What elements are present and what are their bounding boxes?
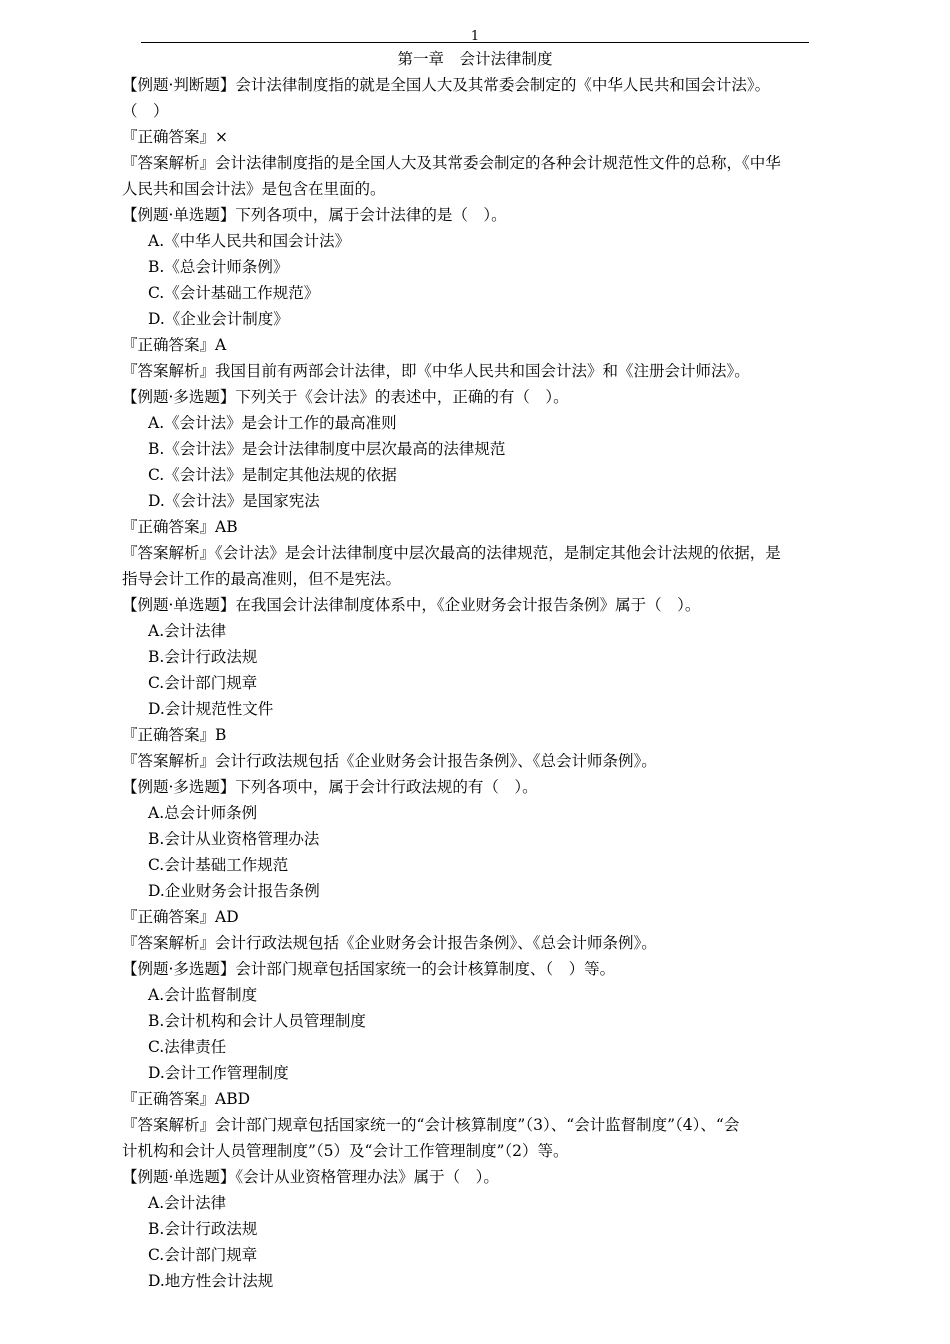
q4-analysis-line-1: 『答案解析』会计行政法规包括《企业财务会计报告条例》、《总会计师条例》。: [122, 752, 657, 770]
q6-option-b: B.会计机构和会计人员管理制度: [148, 1012, 366, 1030]
q4-option-b: B.会计行政法规: [148, 648, 258, 666]
q6-analysis-line-2: 计机构和会计人员管理制度”（5）及“会计工作管理制度”（2）等。: [122, 1142, 569, 1160]
q1-stem: 【例题·判断题】会计法律制度指的就是全国人大及其常委会制定的《中华人民共和国会计法》。: [122, 76, 771, 94]
q2-option-d: D.《企业会计制度》: [148, 310, 289, 328]
q3-analysis-line-2: 指导会计工作的最高准则，但不是宪法。: [122, 570, 402, 588]
q1-analysis-line-2: 人民共和国会计法》是包含在里面的。: [122, 180, 386, 198]
q7-option-d: D.地方性会计法规: [148, 1272, 274, 1290]
q2-option-b: B.《总会计师条例》: [148, 258, 289, 276]
q4-option-d: D.会计规范性文件: [148, 700, 274, 718]
q4-stem: 【例题·单选题】在我国会计法律制度体系中，《企业财务会计报告条例》属于（ ）。: [122, 596, 701, 614]
q7-option-c: C.会计部门规章: [148, 1246, 258, 1264]
q3-stem: 【例题·多选题】下列关于《会计法》的表述中，正确的有（ ）。: [122, 388, 569, 406]
q5-option-b: B.会计从业资格管理办法: [148, 830, 320, 848]
q6-option-c: C.法律责任: [148, 1038, 227, 1056]
q6-option-d: D.会计工作管理制度: [148, 1064, 289, 1082]
q2-option-a: A.《中华人民共和国会计法》: [148, 232, 351, 250]
q3-analysis-line-1: 『答案解析』《会计法》是会计法律制度中层次最高的法律规范，是制定其他会计法规的依据，是: [122, 544, 781, 562]
q3-answer: 『正确答案』AB: [122, 518, 238, 536]
q3-option-a: A.《会计法》是会计工作的最高准则: [148, 414, 397, 432]
q4-option-c: C.会计部门规章: [148, 674, 258, 692]
q5-analysis-line-1: 『答案解析』会计行政法规包括《企业财务会计报告条例》、《总会计师条例》。: [122, 934, 657, 952]
q3-option-c: C.《会计法》是制定其他法规的依据: [148, 466, 397, 484]
page-number: 1: [470, 29, 480, 44]
q3-option-d: D.《会计法》是国家宪法: [148, 492, 320, 510]
q6-answer: 『正确答案』ABD: [122, 1090, 251, 1108]
document-body: [122, 72, 838, 1294]
q6-analysis-line-1: 『答案解析』会计部门规章包括国家统一的“会计核算制度”（3）、“会计监督制度”（4）、“会: [122, 1116, 740, 1134]
q4-option-a: A.会计法律: [148, 622, 227, 640]
q5-option-d: D.企业财务会计报告条例: [148, 882, 320, 900]
q4-answer: 『正确答案』B: [122, 726, 227, 744]
q1-analysis-line-1: 『答案解析』会计法律制度指的是全国人大及其常委会制定的各种会计规范性文件的总称，《中华: [122, 154, 781, 172]
q1-blank-paren: （ ）: [122, 102, 169, 120]
q7-option-a: A.会计法律: [148, 1194, 227, 1212]
q5-stem: 【例题·多选题】下列各项中，属于会计行政法规的有（ ）。: [122, 778, 538, 796]
q1-answer: 『正确答案』×: [122, 128, 228, 146]
q2-analysis-line-1: 『答案解析』我国目前有两部会计法律，即《中华人民共和国会计法》和《注册会计师法》。: [122, 362, 750, 380]
q2-option-c: C.《会计基础工作规范》: [148, 284, 320, 302]
q7-stem: 【例题·单选题】《会计从业资格管理办法》属于（ ）。: [122, 1168, 499, 1186]
chapter-title: 第一章 会计法律制度: [397, 50, 553, 68]
q5-option-c: C.会计基础工作规范: [148, 856, 289, 874]
q5-option-a: A.总会计师条例: [148, 804, 258, 822]
q6-stem: 【例题·多选题】会计部门规章包括国家统一的会计核算制度、（ ）等。: [122, 960, 616, 978]
q3-option-b: B.《会计法》是会计法律制度中层次最高的法律规范: [148, 440, 506, 458]
q2-answer: 『正确答案』A: [122, 336, 227, 354]
q7-option-b: B.会计行政法规: [148, 1220, 258, 1238]
q6-option-a: A.会计监督制度: [148, 986, 258, 1004]
q5-answer: 『正确答案』AD: [122, 908, 239, 926]
header-rule: [141, 42, 809, 43]
q2-stem: 【例题·单选题】下列各项中，属于会计法律的是（ ）。: [122, 206, 507, 224]
